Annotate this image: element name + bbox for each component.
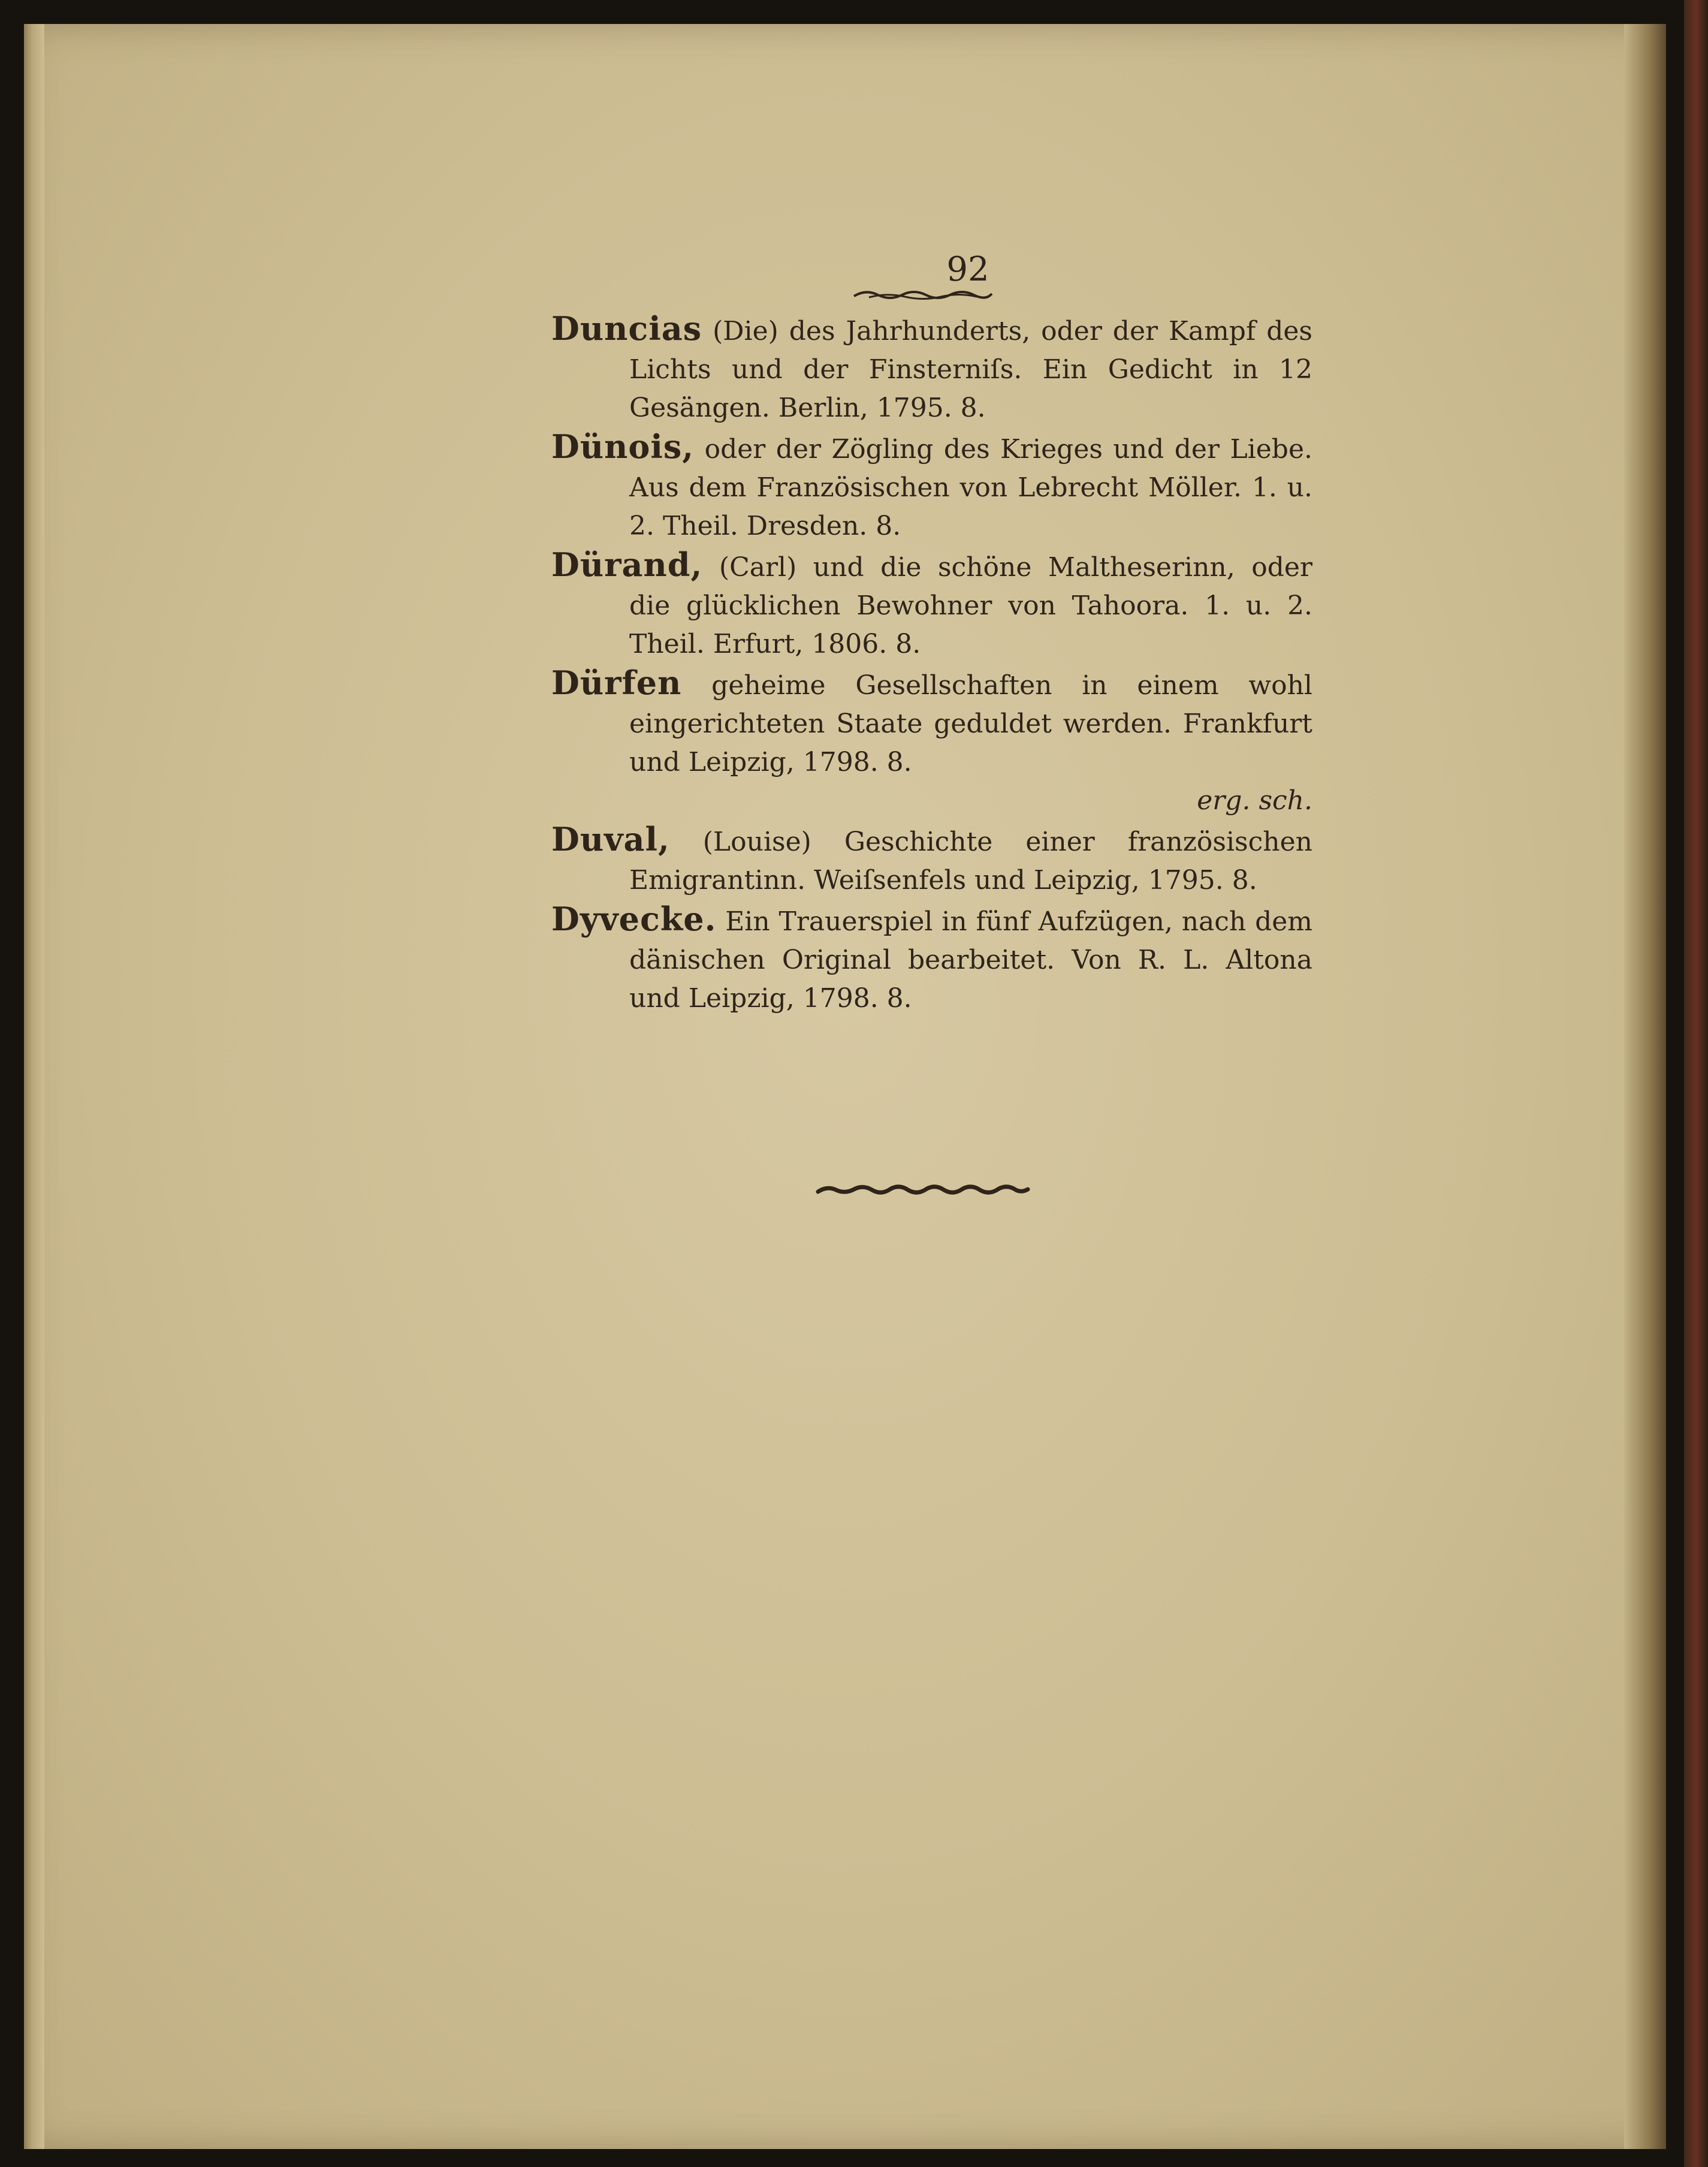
entry-dyvecke: [551, 900, 1312, 1018]
book-spine: [1684, 0, 1708, 2167]
entry-durand: [551, 545, 1312, 664]
page-edge-left: [24, 24, 44, 2149]
entry-duval: [551, 820, 1312, 900]
entry-text: (Die) des Jahrhunderts, oder der Kampf des Lichts und der Finsterniſs. Ein Gedicht in 12 Gesängen. Berlin, 1795. 8.: [629, 316, 1312, 423]
text-block: [551, 252, 1312, 1018]
headword: Duval,: [551, 820, 670, 858]
header-ornament-icon: [851, 288, 995, 301]
entry-durfen: [551, 664, 1312, 782]
headword: Dünois,: [551, 427, 695, 466]
entry-signature: erg. sch.: [1197, 785, 1312, 816]
entry-text: (Louise) Geschichte einer französischen Emigrantinn. Weiſsenfels und Leipzig, 1795. 8.: [629, 827, 1312, 896]
entry-text: oder der Zögling des Krieges und der Liebe. Aus dem Französischen von Lebrecht Möller. 1. u. 2. Theil. Dresden. 8.: [629, 434, 1312, 541]
entry-duncias: [551, 309, 1312, 427]
headword: Dürand,: [551, 545, 703, 584]
footer-ornament-icon: [815, 1181, 1031, 1199]
page-number: 92: [946, 250, 989, 289]
entry-text: Ein Trauerspiel in fünf Aufzügen, nach dem dänischen Original bearbeitet. Von R. L. Altona und Leipzig, 1798. 8.: [629, 906, 1312, 1014]
headword: Dyvecke.: [551, 900, 717, 938]
entry-dunois: [551, 427, 1312, 545]
headword: Duncias: [551, 309, 702, 348]
headword: Dürfen: [551, 664, 682, 702]
entry-text: geheime Gesellschaften in einem wohl eingerichteten Staate geduldet werden. Frankfurt und Leipzig, 1798. 8.: [629, 670, 1312, 777]
page-edge-right: [1624, 24, 1666, 2149]
book-page: [24, 24, 1666, 2149]
entry-text: (Carl) und die schöne Maltheserinn, oder die glücklichen Bewohner von Tahoora. 1. u. 2. Theil. Erfurt, 1806. 8.: [629, 552, 1312, 659]
